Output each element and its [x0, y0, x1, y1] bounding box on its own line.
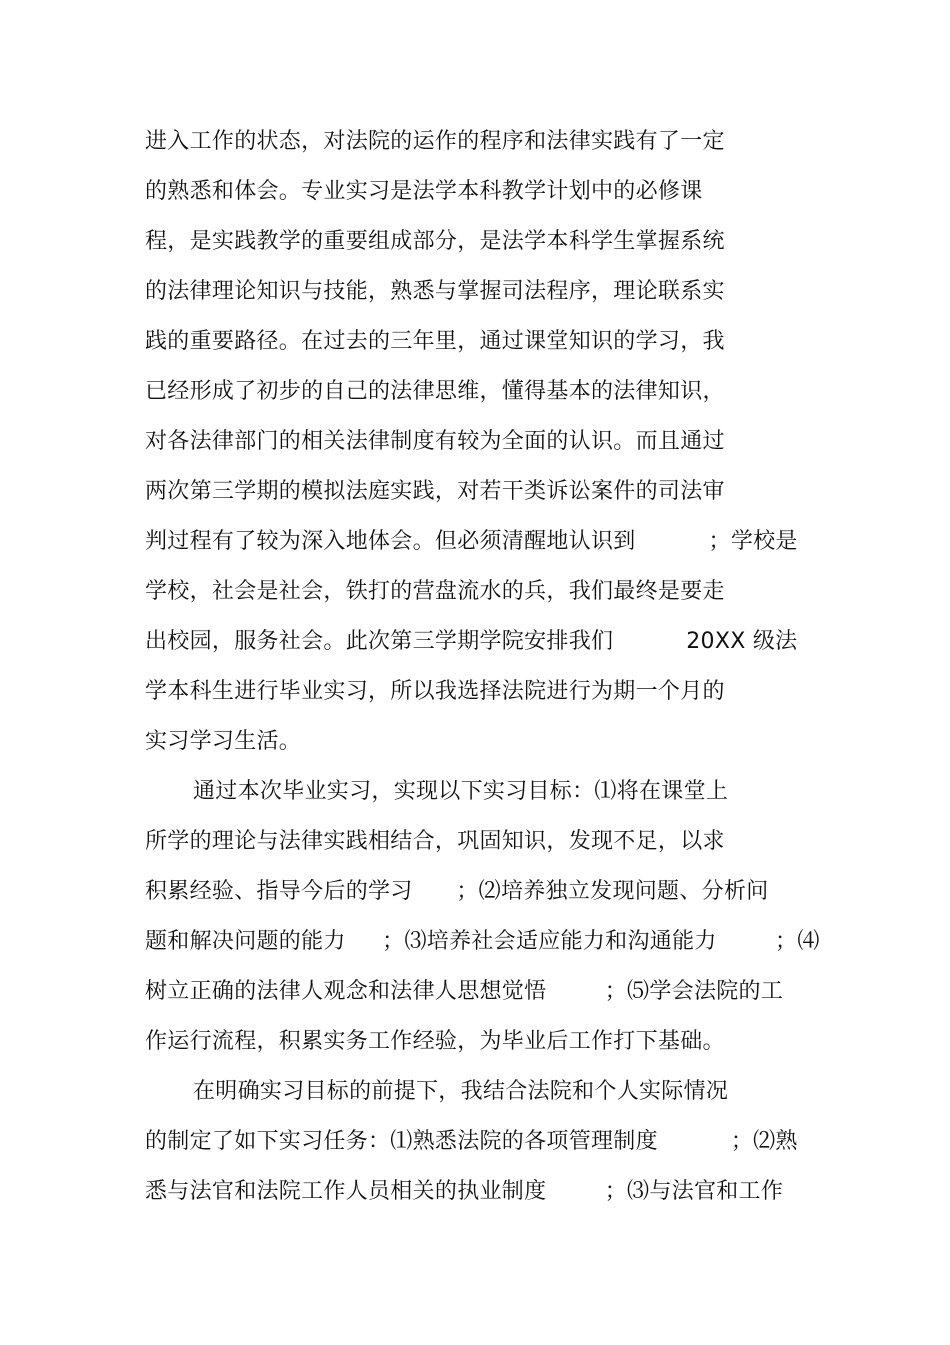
text-line: 的制定了如下实习任务：⑴熟悉法院的各项管理制度 ；⑵熟 [145, 1129, 798, 1154]
text-line: 树立正确的法律人观念和法律人思想觉悟 ；⑸学会法院的工 [145, 979, 784, 1004]
text-line: 已经形成了初步的自己的法律思维，懂得基本的法律知识， [145, 379, 725, 404]
text-line: 的法律理论知识与技能，熟悉与掌握司法程序，理论联系实 [145, 279, 725, 304]
text-line: 作运行流程，积累实务工作经验，为毕业后工作打下基础。 [145, 1029, 725, 1054]
text-line: 两次第三学期的模拟法庭实践，对若干类诉讼案件的司法审 [145, 479, 725, 504]
paragraph-first-line: 在明确实习目标的前提下，我结合法院和个人实际情况 [193, 1079, 729, 1104]
text-line: 程，是实践教学的重要组成部分，是法学本科学生掌握系统 [145, 229, 725, 254]
text-line: 所学的理论与法律实践相结合，巩固知识，发现不足，以求 [145, 829, 725, 854]
text-line: 进入工作的状态，对法院的运作的程序和法律实践有了一定 [145, 129, 725, 154]
paragraph-first-line: 通过本次毕业实习，实现以下实习目标：⑴将在课堂上 [193, 779, 729, 804]
text-line: 践的重要路径。在过去的三年里，通过课堂知识的学习，我 [145, 329, 725, 354]
text-line: 积累经验、指导今后的学习 ；⑵培养独立发现问题、分析问 [145, 879, 769, 904]
text-line: 判过程有了较为深入地体会。但必须清醒地认识到 ；学校是 [145, 529, 798, 554]
text-line: 学本科生进行毕业实习，所以我选择法院进行为期一个月的 [145, 679, 725, 704]
text-line: 出校园，服务社会。此次第三学期学院安排我们 20XX 级法 [145, 629, 798, 654]
text-line: 实习学习生活。 [145, 729, 302, 754]
text-line: 对各法律部门的相关法律制度有较为全面的认识。而且通过 [145, 429, 725, 454]
text-line: 题和解决问题的能力 ；⑶培养社会适应能力和沟通能力 ；⑷ [145, 929, 820, 954]
text-line: 悉与法官和法院工作人员相关的执业制度 ；⑶与法官和工作 [145, 1179, 784, 1204]
text-line: 学校，社会是社会，铁打的营盘流水的兵，我们最终是要走 [145, 579, 725, 604]
text-line: 的熟悉和体会。专业实习是法学本科教学计划中的必修课 [145, 179, 703, 204]
